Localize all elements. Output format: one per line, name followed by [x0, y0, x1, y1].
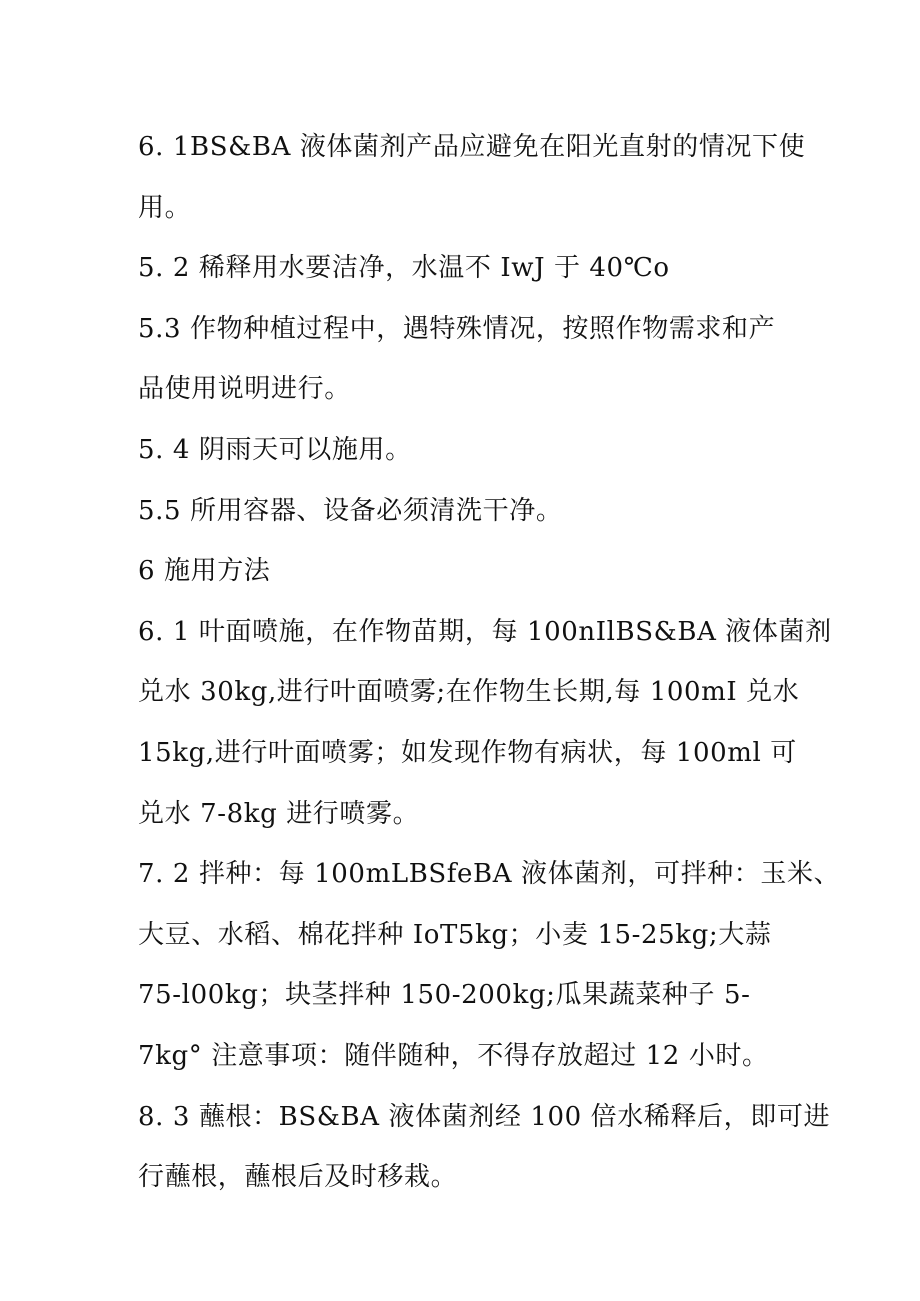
document-body — [138, 117, 841, 1208]
text-line-13: 7. 2 拌种：每 100mLBSfeBA 液体菌剂，可拌种：玉米、 — [138, 859, 841, 890]
text-line-11: 15kg,进行叶面喷雾；如发现作物有病状，每 100ml 可 — [138, 737, 797, 768]
section-heading: 6 施用方法 — [138, 556, 271, 587]
text-line-15: 75-l00kg；块茎拌种 150-200kg;瓜果蔬菜种子 5- — [138, 980, 751, 1011]
text-line-10: 兑水 30kg,进行叶面喷雾;在作物生长期,每 100mI 兑水 — [138, 677, 800, 708]
text-line-6: 5. 4 阴雨天可以施用。 — [138, 434, 412, 465]
text-line-16: 7kg° 注意事项：随伴随种，不得存放超过 12 小时。 — [138, 1040, 769, 1071]
text-line-12: 兑水 7-8kg 进行喷雾。 — [138, 798, 420, 829]
text-line-9: 6. 1 叶面喷施，在作物苗期，每 100nIlBS&BA 液体菌剂 — [138, 616, 832, 647]
text-line-5: 品使用说明进行。 — [138, 374, 351, 405]
text-line-1: 6. 1BS&BA 液体菌剂产品应避免在阳光直射的情况下使 — [138, 132, 806, 162]
text-line-18: 行蘸根，蘸根后及时移栽。 — [138, 1162, 458, 1193]
text-line-7: 5.5 所用容器、设备必须清洗干净。 — [138, 495, 563, 526]
text-line-17: 8. 3 蘸根：BS&BA 液体菌剂经 100 倍水稀释后，即可进 — [138, 1101, 831, 1132]
text-line-3: 5. 2 稀释用水要洁净，水温不 IwJ 于 40℃o — [138, 253, 670, 284]
text-line-14: 大豆、水稻、棉花拌种 IoT5kg；小麦 15-25kg;大蒜 — [138, 919, 772, 950]
text-line-2: 用。 — [138, 192, 192, 223]
text-line-4: 5.3 作物种植过程中，遇特殊情况，按照作物需求和产 — [138, 313, 776, 344]
